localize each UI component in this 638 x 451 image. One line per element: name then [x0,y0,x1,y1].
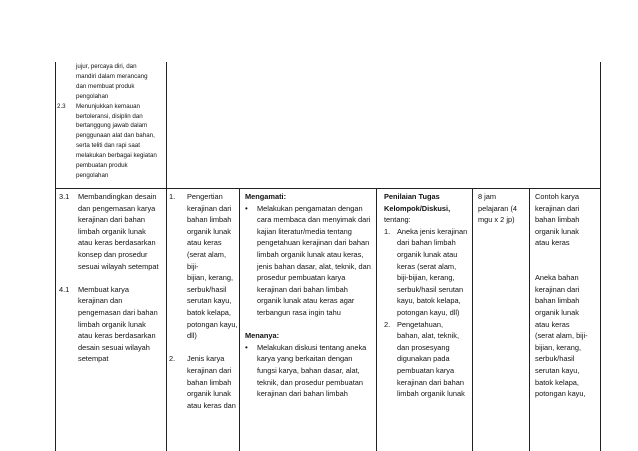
sumber-line: kerajinan dari [535,203,580,213]
penilaian-line: keras (serat alam, [397,261,457,271]
sumber-line: batok kelapa, [535,377,579,387]
kegiatan-line: limbah organik lunak atau keras, [257,249,364,259]
kegiatan-line: kajian literatur/media tentang [257,226,352,236]
kd-top-cell [57,62,165,181]
kd-line: Membandingkan desain [78,192,157,201]
penilaian-title: Kelompok/Diskusi, [384,203,451,213]
kd-line: melakukan berbagai kegiatan [76,152,157,160]
kd-line: serta teliti dan rapi saat [76,142,140,150]
kd-continuation-line: jujur, percaya diri, dan [76,63,137,70]
kd-line: atau keras berdasarkan [78,238,156,248]
kd-line: sesuai wilayah setempat [78,261,159,271]
materi-line: organik lunak [187,389,231,399]
kegiatan-line: terbangun rasa ingin tahu [257,307,341,317]
alokasi-line: 8 jam [478,192,497,201]
penilaian-line: pembuatan karya [397,365,455,375]
sumber-line: kerajinan dari [535,284,580,294]
materi-line: atau keras dan [187,400,236,410]
column-divider-penilaian [472,189,473,451]
kegiatan-line: Melakukan diskusi tentang aneka [257,342,367,352]
sumber-line: atau keras [535,238,570,248]
penilaian-line: biji-bijian, kerang, [397,273,455,283]
penilaian-line: dan prosesyang [397,342,450,352]
kegiatan-line: teknik, dan prosedur pembuatan [257,377,364,387]
kd-line: penggunaan alat dan bahan, [76,132,155,140]
column-divider-waktu [529,189,530,451]
kd-line: limbah organik lunak [78,319,146,329]
kd-line: pengemasan dari bahan [78,307,158,317]
kegiatan-line: jenis bahan dasar, alat, teknik, dan [257,261,371,271]
sumber-line: Aneka bahan [535,273,579,283]
menanya-title: Menanya: [245,331,280,341]
materi-line: kerajinan dari [187,203,232,213]
kegiatan-line: cara membaca dan menyimak dari [257,215,371,225]
sumber-line: serbuk/hasil [535,354,575,364]
sumber-line: atau keras [535,319,570,329]
kd-line: limbah organik lunak [78,226,146,236]
penilaian-number: 1. [384,226,391,236]
penilaian-title: Penilaian Tugas [384,192,440,201]
sumber-line: bahan limbah [535,296,580,306]
penilaian-line: digunakan pada [397,354,450,364]
penilaian-line: potongan kayu, dll) [397,307,460,317]
penilaian-line: dari bahan limbah [397,238,456,248]
kd-continuation-line: dan membuat produk [76,82,135,90]
materi-line: (serat alam, biji- [187,249,227,271]
kd-line: atau keras berdasarkan [78,331,156,341]
kd-line: Menunjukkan kemauan [76,102,140,110]
materi-line: organik lunak [187,226,231,236]
materi-number: 2. [169,354,176,364]
materi-line: bahan limbah [187,377,232,387]
materi-line: bahan limbah [187,215,232,225]
materi-line: dll) [187,331,197,341]
kd-continuation-line: pengolahan [76,92,109,100]
kd-continuation-line: mandiri dalam merancang [76,72,148,80]
bullet-icon: • [245,203,248,213]
kd-line: pembuatan produk [76,162,128,170]
alokasi-line: pelajaran (4 [478,203,518,213]
materi-line: bijian, kerang, [187,273,234,283]
sumber-line: (serat alam, biji- [535,331,588,341]
kegiatan-line: prosedur pembuatan karya [257,273,346,283]
kegiatan-line: karya yang berkaitan dengan [257,354,353,364]
sumber-belajar-cell [535,191,599,400]
penilaian-line: Pengetahuan, [397,319,444,329]
kd-line: bertanggung jawab dalam [76,122,148,130]
sumber-line: bahan limbah [535,215,580,225]
kegiatan-line: fungsi karya, bahan dasar, alat, [257,365,360,375]
kd-line: kerajinan dari bahan [78,215,145,225]
mengamati-title: Mengamati: [245,192,287,201]
kd-line: konsep dan prosedur [78,249,148,259]
sumber-line: organik lunak [535,226,579,236]
materi-line: potongan kayu, [187,319,238,329]
penilaian-line: kayu, batok kelapa, [397,296,461,306]
materi-line: Pengertian [187,192,223,201]
kd-line: desain sesuai wilayah [78,342,150,352]
sumber-line: bijian, kerang, [535,342,582,352]
alokasi-waktu-cell [478,191,528,226]
table-border-left [55,62,56,451]
penilaian-line: limbah organik lunak [397,389,465,399]
penilaian-cell [384,191,472,400]
materi-line: atau keras [187,238,222,248]
materi-line: kerajinan dari [187,365,232,375]
penilaian-line: serbuk/hasil serutan [397,284,464,294]
penilaian-line: organik lunak atau [397,249,458,259]
kompetensi-dasar-cell [59,191,165,365]
column-divider-kd [166,62,167,451]
sumber-line: serutan kayu, [535,365,580,375]
alokasi-line: mgu x 2 jp) [478,215,515,225]
kd-number: 4.1 [59,284,70,294]
kd-line: setempat [78,354,109,364]
penilaian-line: kerajinan dari bahan [397,377,464,387]
kd-number: 3.1 [59,192,70,201]
sumber-line: organik lunak [535,307,579,317]
column-divider-materi [239,189,240,451]
materi-number: 1. [169,192,176,201]
materi-cell [169,191,238,411]
materi-line: serbuk/hasil [187,284,227,294]
sumber-line: Contoh karya [535,192,579,201]
materi-line: batok kelapa, [187,307,231,317]
kegiatan-line: pengetahuan kerajinan dari bahan [257,238,370,248]
penilaian-line: Aneka jenis kerajinan [397,226,468,236]
kegiatan-line: organik lunak atau keras agar [257,296,355,306]
kegiatan-cell [245,191,375,400]
table-border-right [600,62,601,451]
kd-line: kerajinan dan [78,296,123,306]
kd-number: 2.3 [57,102,66,110]
kd-line: Membuat karya [78,284,129,294]
bullet-icon: • [245,342,248,352]
penilaian-line: bahan, alat, teknik, [397,331,460,341]
kd-line: bertoleransi, disiplin dan [76,112,143,120]
kegiatan-line: kerajinan dari bahan limbah [257,284,348,294]
kd-line: dan pengemasan karya [78,203,156,213]
materi-line: Jenis karya [187,354,225,364]
row-divider [55,188,601,189]
kegiatan-line: Melakukan pengamatan dengan [257,203,363,213]
kegiatan-line: kerajinan dari bahan limbah [257,389,348,399]
materi-line: serutan kayu, [187,296,232,306]
column-divider-kegiatan [376,189,377,451]
syllabus-table [55,62,601,451]
penilaian-number: 2. [384,319,391,329]
sumber-line: potongan kayu, [535,389,586,399]
kd-line: pengolahan [76,171,109,179]
penilaian-intro: tentang: [384,215,411,225]
